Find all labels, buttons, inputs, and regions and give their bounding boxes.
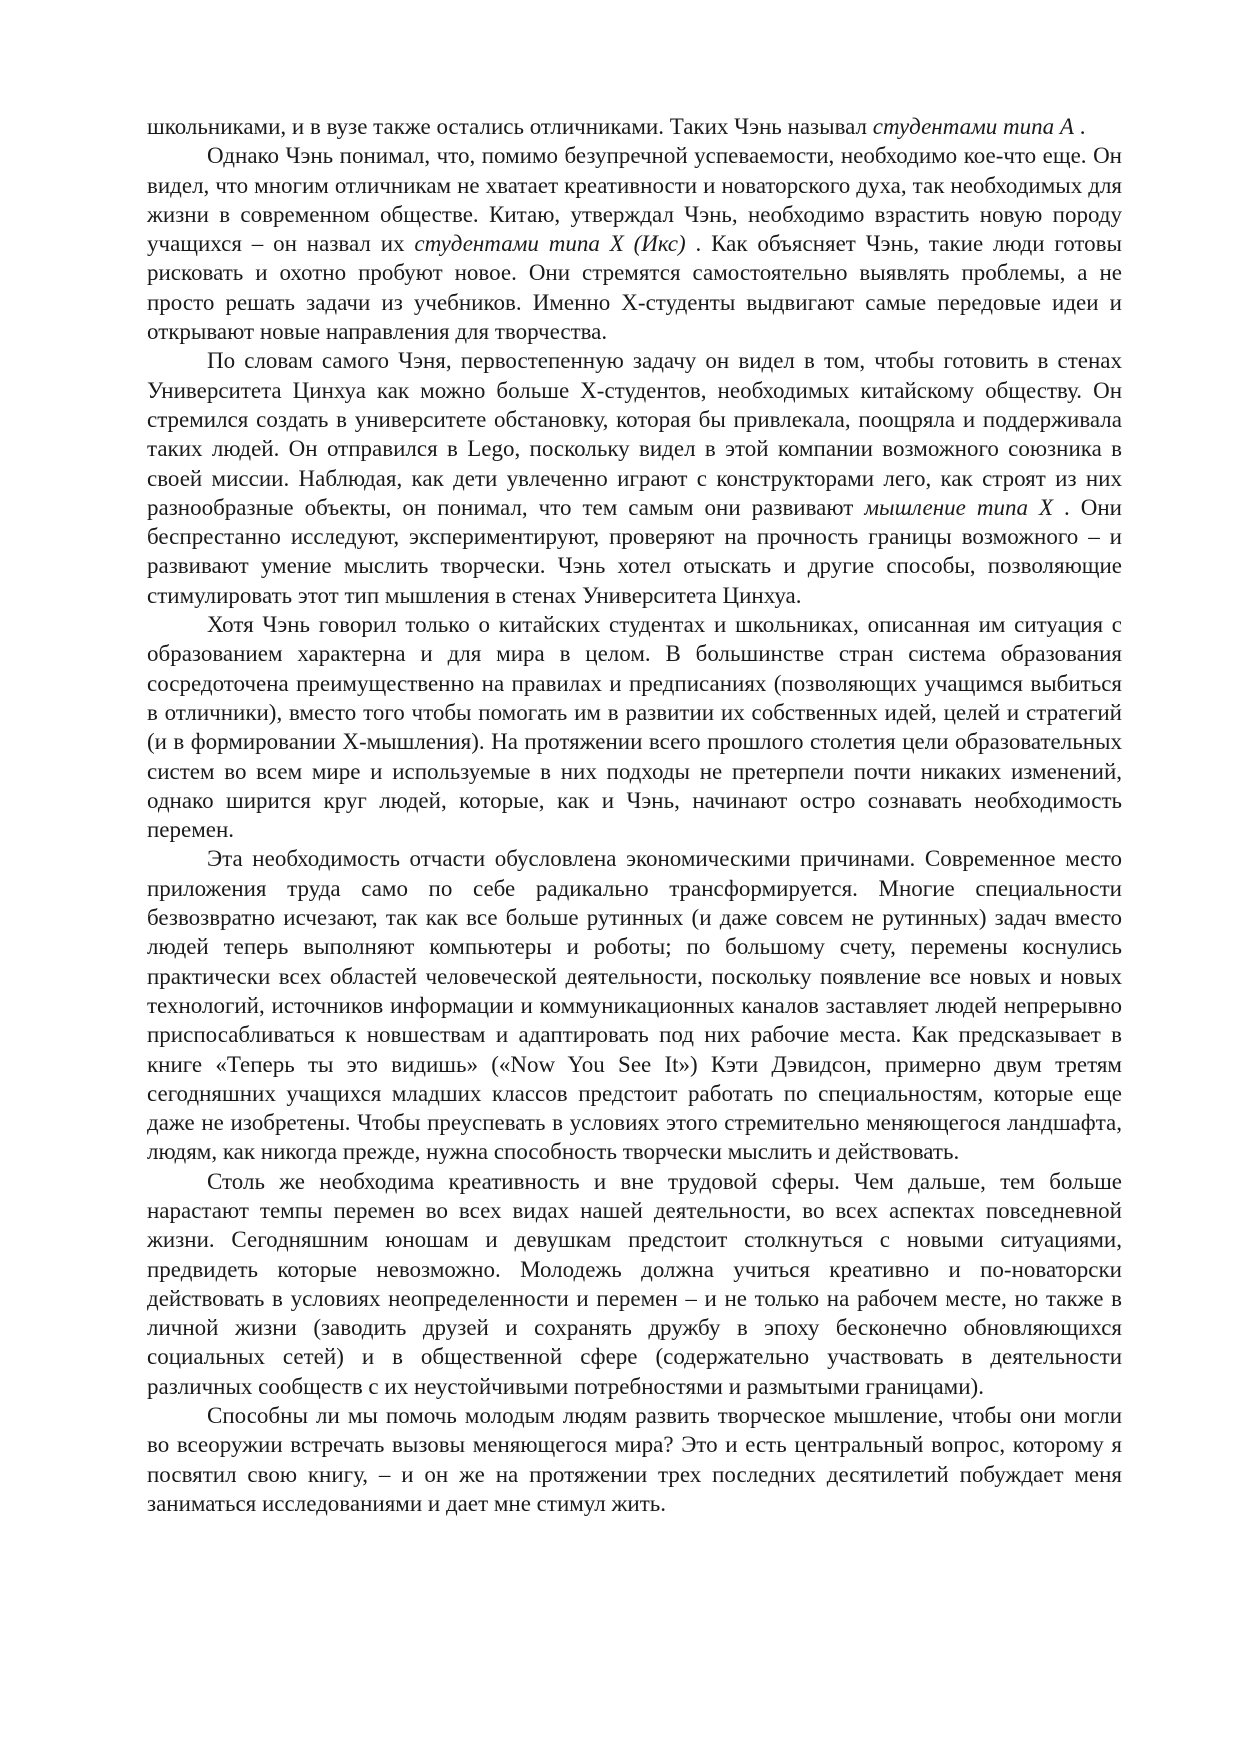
paragraph xyxy=(147,346,1122,610)
paragraph xyxy=(147,1401,1122,1518)
text-run: По словам самого Чэня, первостепенную задачу он видел в том, чтобы готовить в стенах Университета Цинхуа как можно больше X-студентов, необходимых китайскому обществу. Он стремился создать в университете обстановку, которая бы привлекала, поощряла и поддерживала таких людей. Он отправился в Lego, поскольку видел в этой компании возможного союзника в своей миссии. Наблюдая, как дети увлеченно играют с конструкторами лего, как строят из них разнообразные объекты, он понимал, что тем самым они развивают xyxy=(147,348,1122,520)
paragraph xyxy=(147,141,1122,346)
text-run: Столь же необходима креативность и вне трудовой сферы. Чем дальше, тем больше нарастают темпы перемен во всех видах нашей деятельности, во всех аспектах повседневной жизни. Сегодняшним юношам и девушкам предстоит столкнуться с новыми ситуациями, предвидеть которые невозможно. Молодежь должна учиться креативно и по-новаторски действовать в условиях неопределенности и перемен – и не только на рабочем месте, но также в личной жизни (заводить друзей и сохранять дружбу в эпоху бесконечно обновляющихся социальных сетей) и в общественной сфере (содержательно участвовать в деятельности различных сообществ с их неустойчивыми потребностями и размытыми границами). xyxy=(147,1168,1122,1399)
text-run: . xyxy=(1073,114,1086,139)
text-run: школьниками, и в вузе также остались отличниками. Таких Чэнь называл xyxy=(147,114,873,139)
page-text xyxy=(147,112,1122,1518)
text-run: . Они беспрестанно исследуют, экспериментируют, проверяют на прочность границы возможного – и развивают умение мыслить творчески. Чэнь хотел отыскать и другие способы, позволяющие стимулировать этот тип мышления в стенах Университета Цинхуа. xyxy=(147,494,1122,608)
italic-term: мышление типа X xyxy=(864,494,1054,520)
text-run: . Как объясняет Чэнь, такие люди готовы рисковать и охотно пробуют новое. Они стремятся самостоятельно выявлять проблемы, а не просто решать задачи из учебников. Именно X-студенты выдвигают самые передовые идеи и открывают новые направления для творчества. xyxy=(147,231,1122,345)
paragraph xyxy=(147,112,1122,141)
text-run: Однако Чэнь понимал, что, помимо безупречной успеваемости, необходимо кое-что еще. Он видел, что многим отличникам не хватает креативности и новаторского духа, так необходимых для жизни в современном обществе. Китаю, утверждал Чэнь, необходимо взрастить новую породу учащихся – он назвал их xyxy=(147,143,1122,257)
paragraph xyxy=(147,844,1122,1166)
text-run: Эта необходимость отчасти обусловлена экономическими причинами. Современное место приложения труда само по себе радикально трансформируется. Многие специальности безвозвратно исчезают, так как все больше рутинных (и даже совсем не рутинных) задач вместо людей теперь выполняют компьютеры и роботы; по большому счету, перемены коснулись практически всех областей человеческой деятельности, поскольку появление все новых и новых технологий, источников информации и коммуникационных каналов заставляет людей непрерывно приспосабливаться к новшествам и адаптировать под них рабочие места. Как предсказывает в книге «Теперь ты это видишь» («Now You See It») Кэти Дэвидсон, примерно двум третям сегодняшних учащихся младших классов предстоит работать по специальностям, которые еще даже не изобретены. Чтобы преуспевать в условиях этого стремительно меняющегося ландшафта, людям, как никогда прежде, нужна способность творчески мыслить и действовать. xyxy=(147,846,1122,1165)
italic-term: студентами типа А xyxy=(872,114,1074,139)
text-run: Способны ли мы помочь молодым людям развить творческое мышление, чтобы они могли во всеоружии встречать вызовы меняющегося мира? Это и есть центральный вопрос, которому я посвятил свою книгу, – и он же на протяжении трех последних десятилетий побуждает меня заниматься исследованиями и дает мне стимул жить. xyxy=(147,1403,1122,1516)
paragraph xyxy=(147,610,1122,844)
paragraph xyxy=(147,1167,1122,1401)
text-run: Хотя Чэнь говорил только о китайских студентах и школьниках, описанная им ситуация с образованием характерна и для мира в целом. В большинстве стран система образования сосредоточена преимущественно на правилах и предписаниях (позволяющих учащимся выбиться в отличники), вместо того чтобы помогать им в развитии их собственных идей, целей и стратегий (и в формировании X-мышления). На протяжении всего прошлого столетия цели образовательных систем во всем мире и используемые в них подходы не претерпели почти никаких изменений, однако ширится круг людей, которые, как и Чэнь, начинают остро сознавать необходимость перемен. xyxy=(147,612,1122,843)
italic-term: студентами типа X (Икс) xyxy=(414,231,686,257)
